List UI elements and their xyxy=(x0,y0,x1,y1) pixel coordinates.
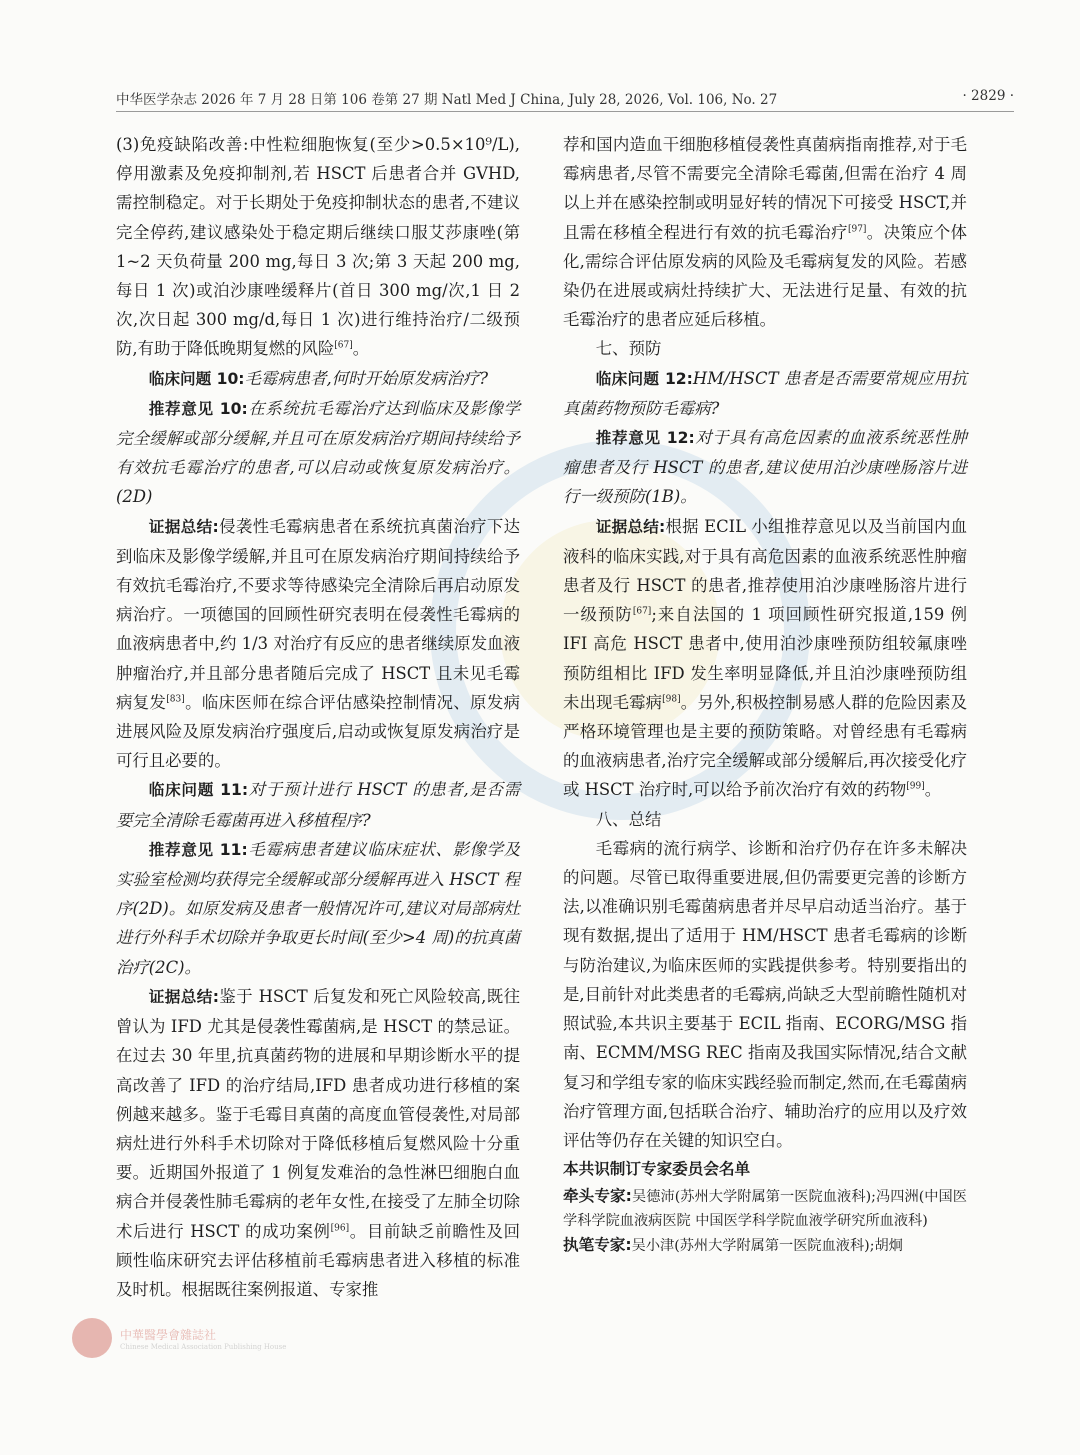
lead-experts: 牵头专家:吴德沛(苏州大学附属第一医院血液科);冯四洲(中国医学科学院血液病医院 中国医学科学院血液学研究所血液科) xyxy=(563,1187,967,1230)
left-column xyxy=(116,130,520,1304)
header-rule xyxy=(116,111,1014,112)
recommendation-12: 推荐意见 12:对于具有高危因素的血液系统恶性肿瘤患者及行 HSCT 的患者,建议使用泊沙康唑肠溶片进行一级预防(1B)。 xyxy=(563,428,967,507)
question-10: 临床问题 10:毛霉病患者,何时开始原发病治疗? xyxy=(148,368,489,388)
page-number: · 2829 · xyxy=(962,88,1014,104)
citation: [67] xyxy=(334,340,353,351)
publisher-logo xyxy=(72,1318,286,1358)
right-column xyxy=(563,130,967,1258)
citation: [97] xyxy=(847,224,867,235)
committee-title: 本共识制订专家委员会名单 xyxy=(563,1160,751,1179)
running-header xyxy=(116,88,1014,108)
citation: [99] xyxy=(906,782,925,792)
section-heading-summary: 八、总结 xyxy=(595,809,662,829)
citation: [98] xyxy=(662,694,681,705)
evidence-11: 证据总结:鉴于 HSCT 后复发和死亡风险较高,既往曾认为 IFD 尤其是侵袭性霉菌病,是 HSCT 的禁忌证。在过去 30 年里,抗真菌药物的进展和早期诊断水平的提高改善了 IFD 的治疗结局,IFD 患者成功进行移植的案例越来越多。鉴于毛霉目真菌的高度血管侵袭性,对局部病灶进行外科手术切除对于降低移植后复燃风险十分重要。近期国外报道了 1 例复发难治的急性淋巴细胞白血病合并侵袭性肺毛霉病的老年女性,在接受了左肺全切除术后进行 HSCT 的成功案例[96]。目前缺乏前瞻性及回顾性临床研究去评估移植前毛霉病患者进入移植的标准及时机。根据既往案例报道、专家推 xyxy=(116,986,521,1299)
paragraph-immune: (3)免疫缺陷改善:中性粒细胞恢复(至少>0.5×10⁹/L),停用激素及免疫抑制剂,若 HSCT 后患者合并 GVHD,需控制稳定。对于长期处于免疫抑制状态的患者,不建议完全停药,建议感染处于稳定期后继续口服艾莎康唑(第 1~2 天负荷量 200 mg,每日 3 次;第 3 天起 200 mg,每日 1 次)或泊沙康唑缓释片(首日 300 mg/次,1 日 2 次,次日起 300 mg/d,每日 1 次)进行维持治疗/二级预防,有助于降低晚期复燃的风险[67]。 xyxy=(116,135,520,359)
summary-paragraph: 毛霉病的流行病学、诊断和治疗仍存在许多未解决的问题。尽管已取得重要进展,但仍需要更完善的诊断方法,以准确识别毛霉菌病患者并尽早启动适当治疗。基于现有数据,提出了适用于 HM/HSCT 患者毛霉病的诊断与防治建议,为临床医师的实践提供参考。特别要指出的是,目前针对此类患者的毛霉病,尚缺乏大型前瞻性随机对照试验,本共识主要基于 ECIL 指南、ECORG/MSG 指南、ECMM/MSG REC 指南及我国实际情况,结合文献复习和学组专家的临床实践经验而制定,然而,在毛霉菌病治疗管理方面,包括联合治疗、辅助治疗的应用以及疗效评估等仍存在关键的知识空白。 xyxy=(563,838,967,1150)
recommendation-11: 推荐意见 11:毛霉病患者建议临床症状、影像学及实验室检测均获得完全缓解或部分缓解再进入 HSCT 程序(2D)。如原发病及患者一般情况许可,建议对局部病灶进行外科手术切除并争取更长时间(至少>4 周)的抗真菌治疗(2C)。 xyxy=(116,839,520,977)
section-heading-prevention: 七、预防 xyxy=(595,339,662,359)
writing-experts: 执笔专家:吴小津(苏州大学附属第一医院血液科);胡炯 xyxy=(563,1236,903,1255)
citation: [83] xyxy=(166,694,185,705)
citation: [67] xyxy=(632,606,652,617)
publisher-seal-icon xyxy=(72,1318,112,1358)
paragraph-hsct-continued: 荐和国内造血干细胞移植侵袭性真菌病指南推荐,对于毛霉病患者,尽管不需要完全清除毛霉菌,但需在治疗 4 周以上并在感染控制或明显好转的情况下可接受 HSCT,并且需在移植全程进行有效的抗毛霉治疗[97]。决策应个体化,需综合评估原发病的风险及毛霉病复发的风险。若感染仍在进展或病灶持续扩大、无法进行足量、有效的抗毛霉治疗的患者应延后移植。 xyxy=(563,135,968,330)
evidence-10: 证据总结:侵袭性毛霉病患者在系统抗真菌治疗下达到临床及影像学缓解,并且可在原发病治疗期间持续给予有效抗毛霉治疗,不要求等待感染完全清除后再启动原发病治疗。一项德国的回顾性研究表明在侵袭性毛霉病的血液病患者中,约 1/3 对治疗有反应的患者继续原发血液肿瘤治疗,并且部分患者随后完成了 HSCT 且未见毛霉病复发[83]。临床医师在综合评估感染控制情况、原发病进展风险及原发病治疗强度后,启动或恢复原发病治疗是可行且必要的。 xyxy=(116,516,521,771)
recommendation-10: 推荐意见 10:在系统抗毛霉治疗达到临床及影像学完全缓解或部分缓解,并且可在原发病治疗期间持续给予有效抗毛霉治疗的患者,可以启动或恢复原发病治疗。(2D) xyxy=(116,398,520,507)
citation: [96] xyxy=(330,1223,350,1234)
evidence-12: 证据总结:根据 ECIL 小组推荐意见以及当前国内血液科的临床实践,对于具有高危因素的血液系统恶性肿瘤患者及行 HSCT 的患者,推荐使用泊沙康唑肠溶片进行一级预防[67];来自法国的 1 项回顾性研究报道,159 例 IFI 高危 HSCT 患者中,使用泊沙康唑预防组较氟康唑预防组相比 IFD 发生率明显降低,并且泊沙康唑预防组未出现毛霉病[98]。另外,积极控制易感人群的危险因素及严格环境管理也是主要的预防策略。对曾经患有毛霉病的血液病患者,治疗完全缓解或部分缓解后,再次接受化疗或 HSCT 治疗时,可以给予前次治疗有效的药物[99]。 xyxy=(563,516,968,800)
publisher-name: 中華醫學會雜誌社 xyxy=(120,1327,217,1342)
question-12: 临床问题 12:HM/HSCT 患者是否需要常规应用抗真菌药物预防毛霉病? xyxy=(563,368,967,418)
journal-citation: 中华医学杂志 2026 年 7 月 28 日第 106 卷第 27 期 Natl Med J China, July 28, 2026, Vol. 106, No. 27 xyxy=(116,92,778,108)
question-11: 临床问题 11:对于预计进行 HSCT 的患者,是否需要完全清除毛霉菌再进入移植程序? xyxy=(116,780,520,830)
publisher-subtitle: Chinese Medical Association Publishing House xyxy=(120,1342,287,1351)
